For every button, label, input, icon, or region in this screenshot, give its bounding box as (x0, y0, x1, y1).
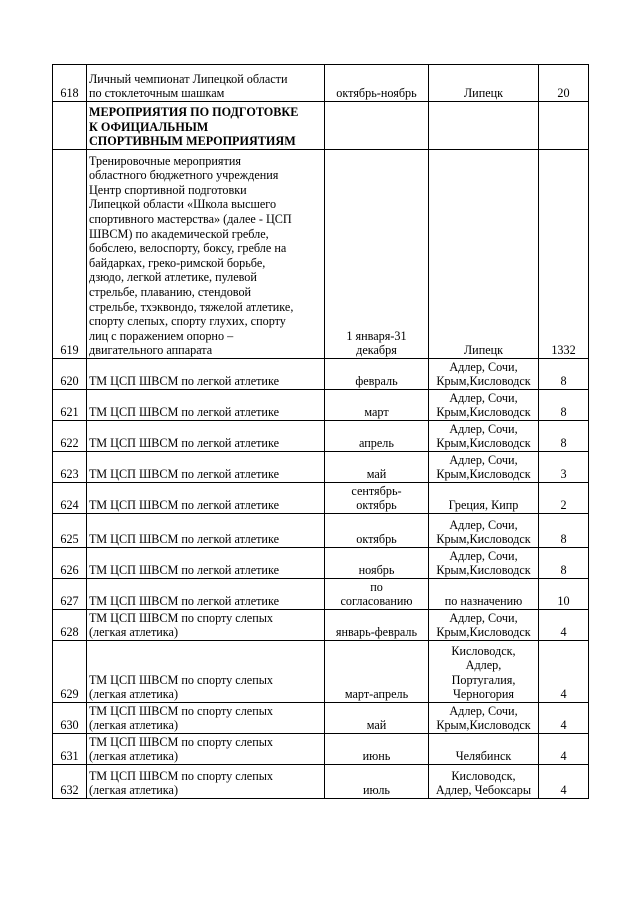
participant-count: 2 (539, 483, 589, 514)
table-row (53, 610, 589, 641)
table-row (53, 703, 589, 734)
participant-count: 4 (539, 610, 589, 641)
row-number: 632 (53, 765, 87, 799)
participant-count: 8 (539, 359, 589, 390)
row-number: 630 (53, 703, 87, 734)
event-name: ТМ ЦСП ШВСМ по легкой атлетике (87, 421, 325, 452)
participant-count: 8 (539, 548, 589, 579)
row-number: 623 (53, 452, 87, 483)
event-name: ТМ ЦСП ШВСМ по легкой атлетике (87, 514, 325, 548)
event-date: январь-февраль (325, 610, 429, 641)
event-name: ТМ ЦСП ШВСМ по спорту слепых (легкая атлетика) (87, 765, 325, 799)
event-name: ТМ ЦСП ШВСМ по легкой атлетике (87, 359, 325, 390)
participant-count: 4 (539, 734, 589, 765)
table-row (53, 579, 589, 610)
row-number: 628 (53, 610, 87, 641)
event-place: Адлер, Сочи, Крым,Кисловодск (429, 610, 539, 641)
table-row (53, 641, 589, 703)
row-number: 624 (53, 483, 87, 514)
participant-count: 4 (539, 765, 589, 799)
event-place: Челябинск (429, 734, 539, 765)
row-number: 625 (53, 514, 87, 548)
row-number: 622 (53, 421, 87, 452)
participant-count: 20 (539, 65, 589, 102)
participant-count: 8 (539, 390, 589, 421)
event-place: Адлер, Сочи, Крым,Кисловодск (429, 359, 539, 390)
event-name: ТМ ЦСП ШВСМ по спорту слепых (легкая атлетика) (87, 610, 325, 641)
event-name: ТМ ЦСП ШВСМ по спорту слепых (легкая атлетика) (87, 734, 325, 765)
event-name: Тренировочные мероприятия областного бюджетного учреждения Центр спортивной подготовки Липецкой области «Школа высшего спортивного мастерства» (далее - ЦСП ШВСМ) по академической гребле, бобслею, велоспорту, боксу, гребле на байдарках, греко-римской борьбе, дзюдо, легкой атлетике, пулевой стрельбе, плаванию, стендовой стрельбе, тхэквондо, тяжелой атлетике, спорту слепых, спорту глухих, спорту лиц с поражением опорно – двигательного аппарата (87, 150, 325, 359)
table-row (53, 734, 589, 765)
event-date: ноябрь (325, 548, 429, 579)
section-row (53, 102, 589, 150)
row-number: 619 (53, 150, 87, 359)
event-place: Адлер, Сочи, Крым,Кисловодск (429, 514, 539, 548)
event-date: 1 января-31 декабря (325, 150, 429, 359)
event-date: июнь (325, 734, 429, 765)
event-date: октябрь-ноябрь (325, 65, 429, 102)
table-row (53, 483, 589, 514)
event-name: Личный чемпионат Липецкой области по стоклеточным шашкам (87, 65, 325, 102)
row-number: 620 (53, 359, 87, 390)
event-place: по назначению (429, 579, 539, 610)
participant-count: 3 (539, 452, 589, 483)
row-number: 626 (53, 548, 87, 579)
table-row (53, 359, 589, 390)
participant-count: 8 (539, 421, 589, 452)
row-number: 631 (53, 734, 87, 765)
event-name: ТМ ЦСП ШВСМ по легкой атлетике (87, 390, 325, 421)
participant-count: 4 (539, 703, 589, 734)
table-row (53, 452, 589, 483)
event-date: май (325, 703, 429, 734)
event-place: Липецк (429, 150, 539, 359)
event-name: ТМ ЦСП ШВСМ по легкой атлетике (87, 483, 325, 514)
row-number: 621 (53, 390, 87, 421)
events-table (52, 64, 589, 799)
event-place: Адлер, Сочи, Крым,Кисловодск (429, 421, 539, 452)
empty-cell (325, 102, 429, 150)
empty-cell (429, 102, 539, 150)
participant-count: 4 (539, 641, 589, 703)
event-name: ТМ ЦСП ШВСМ по легкой атлетике (87, 452, 325, 483)
table-row (53, 65, 589, 102)
event-name: ТМ ЦСП ШВСМ по спорту слепых (легкая атлетика) (87, 641, 325, 703)
event-date: сентябрь- октябрь (325, 483, 429, 514)
event-name: ТМ ЦСП ШВСМ по легкой атлетике (87, 579, 325, 610)
event-date: апрель (325, 421, 429, 452)
participant-count: 8 (539, 514, 589, 548)
event-name: ТМ ЦСП ШВСМ по спорту слепых (легкая атлетика) (87, 703, 325, 734)
participant-count: 10 (539, 579, 589, 610)
event-date: по согласованию (325, 579, 429, 610)
table-row (53, 150, 589, 359)
event-date: июль (325, 765, 429, 799)
event-place: Адлер, Сочи, Крым,Кисловодск (429, 390, 539, 421)
event-date: май (325, 452, 429, 483)
event-place: Адлер, Сочи, Крым,Кисловодск (429, 452, 539, 483)
empty-cell (539, 102, 589, 150)
event-date: март (325, 390, 429, 421)
event-place: Адлер, Сочи, Крым,Кисловодск (429, 548, 539, 579)
table-row (53, 514, 589, 548)
row-number: 618 (53, 65, 87, 102)
participant-count: 1332 (539, 150, 589, 359)
row-number: 627 (53, 579, 87, 610)
event-place: Греция, Кипр (429, 483, 539, 514)
table-row (53, 765, 589, 799)
event-place: Адлер, Сочи, Крым,Кисловодск (429, 703, 539, 734)
event-place: Кисловодск, Адлер, Португалия, Черногория (429, 641, 539, 703)
section-heading: МЕРОПРИЯТИЯ ПО ПОДГОТОВКЕ К ОФИЦИАЛЬНЫМ СПОРТИВНЫМ МЕРОПРИЯТИЯМ (87, 102, 325, 150)
empty-cell (53, 102, 87, 150)
event-name: ТМ ЦСП ШВСМ по легкой атлетике (87, 548, 325, 579)
table-row (53, 421, 589, 452)
event-date: март-апрель (325, 641, 429, 703)
event-date: октябрь (325, 514, 429, 548)
event-date: февраль (325, 359, 429, 390)
table-row (53, 390, 589, 421)
table-row (53, 548, 589, 579)
row-number: 629 (53, 641, 87, 703)
event-place: Липецк (429, 65, 539, 102)
event-place: Кисловодск, Адлер, Чебоксары (429, 765, 539, 799)
